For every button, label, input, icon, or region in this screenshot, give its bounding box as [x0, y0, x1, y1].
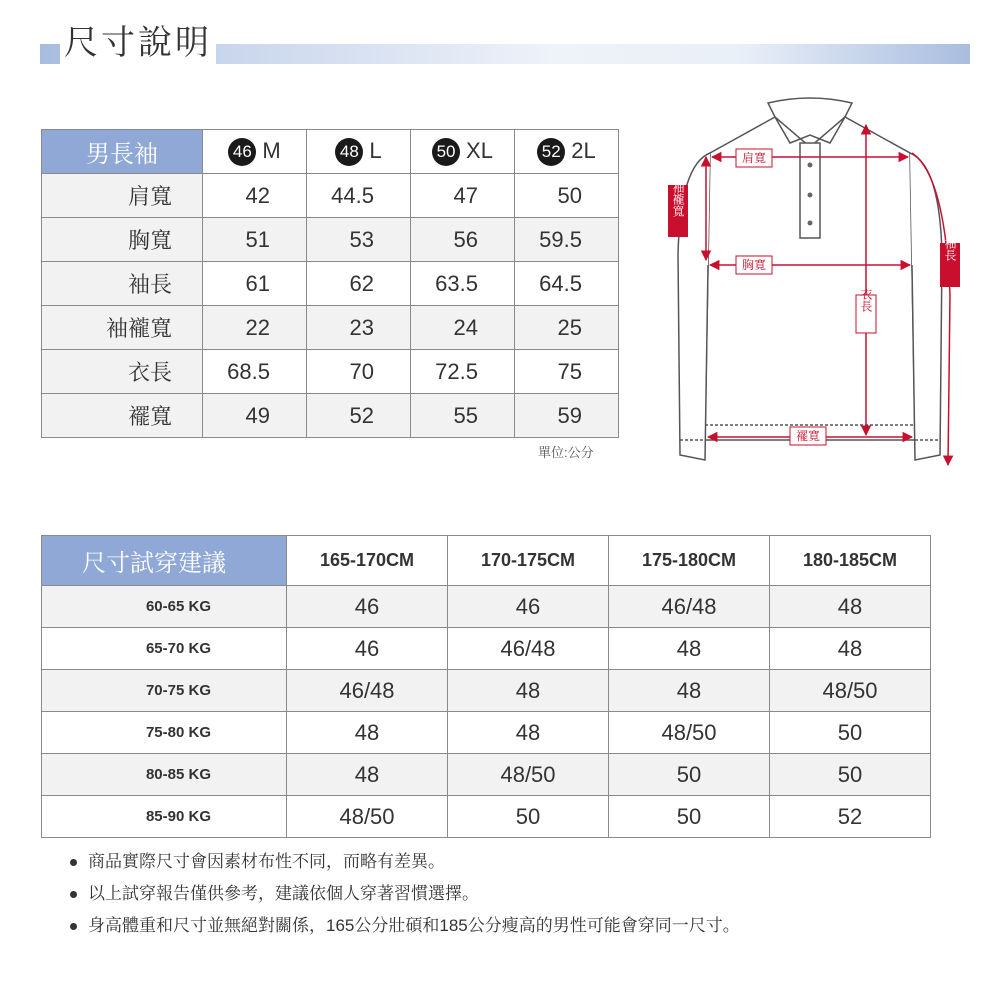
svg-text:胸寬: 胸寬 — [741, 258, 767, 272]
cell: 48 — [770, 628, 931, 670]
label-armhole — [668, 180, 688, 237]
cell: 52 — [770, 796, 931, 838]
cell: 64.5 — [515, 262, 619, 306]
cell: 59 — [515, 394, 619, 438]
notes-list — [70, 850, 740, 946]
height-col: 170-175CM — [448, 536, 609, 586]
cell: 42 — [203, 174, 307, 218]
cell: 50 — [770, 754, 931, 796]
cell: 68.5 — [203, 350, 307, 394]
cell: 50 — [609, 796, 770, 838]
cell: 61 — [203, 262, 307, 306]
cell: 48 — [770, 586, 931, 628]
fit-table-header — [42, 536, 931, 586]
cell: 48 — [609, 670, 770, 712]
size-table — [41, 129, 619, 438]
fit-table — [41, 535, 931, 838]
label-sleeve — [940, 236, 960, 287]
cell: 72.5 — [411, 350, 515, 394]
cell: 55 — [411, 394, 515, 438]
table-row — [42, 174, 619, 218]
note-item: 商品實際尺寸會因素材布性不同，而略有差異。 — [70, 850, 740, 874]
cell: 25 — [515, 306, 619, 350]
page-title: 尺寸說明 — [60, 20, 216, 66]
height-col: 175-180CM — [609, 536, 770, 586]
cell: 46 — [287, 628, 448, 670]
size-badge: 46 — [228, 138, 256, 166]
weight-label: 80-85 KG — [42, 754, 287, 796]
cell: 50 — [515, 174, 619, 218]
table-row — [42, 350, 619, 394]
table-row — [42, 754, 931, 796]
label-chest — [736, 256, 772, 274]
table-row — [42, 218, 619, 262]
table-row — [42, 712, 931, 754]
size-col-50 — [411, 130, 515, 174]
note-item: 身高體重和尺寸並無絕對關係，165公分壯碩和185公分瘦高的男性可能會穿同一尺寸。 — [70, 914, 740, 938]
table-row — [42, 670, 931, 712]
cell: 52 — [307, 394, 411, 438]
cell: 48/50 — [448, 754, 609, 796]
size-table-title: 男長袖 — [42, 130, 203, 174]
table-row — [42, 628, 931, 670]
cell: 50 — [770, 712, 931, 754]
row-label: 衣長 — [42, 350, 203, 394]
size-col-52 — [515, 130, 619, 174]
note-item: 以上試穿報告僅供參考，建議依個人穿著習慣選擇。 — [70, 882, 740, 906]
cell: 48/50 — [770, 670, 931, 712]
row-label: 襬寬 — [42, 394, 203, 438]
size-badge: 50 — [432, 138, 460, 166]
cell: 46/48 — [609, 586, 770, 628]
cell: 48 — [448, 712, 609, 754]
cell: 48 — [448, 670, 609, 712]
cell: 48 — [609, 628, 770, 670]
cell: 53 — [307, 218, 411, 262]
size-name: 2L — [571, 138, 596, 164]
row-label: 胸寬 — [42, 218, 203, 262]
weight-label: 65-70 KG — [42, 628, 287, 670]
cell: 48/50 — [609, 712, 770, 754]
size-col-48 — [307, 130, 411, 174]
armhole-text: 袖襱寬 — [671, 181, 685, 217]
cell: 63.5 — [411, 262, 515, 306]
height-col: 180-185CM — [770, 536, 931, 586]
cell: 49 — [203, 394, 307, 438]
table-row — [42, 394, 619, 438]
cell: 59.5 — [515, 218, 619, 262]
label-shoulder — [736, 149, 772, 167]
cell: 46 — [287, 586, 448, 628]
row-label: 袖長 — [42, 262, 203, 306]
cell: 48/50 — [287, 796, 448, 838]
cell: 62 — [307, 262, 411, 306]
table-row — [42, 262, 619, 306]
cell: 50 — [448, 796, 609, 838]
cell: 75 — [515, 350, 619, 394]
fit-table-title: 尺寸試穿建議 — [42, 536, 287, 586]
height-col: 165-170CM — [287, 536, 448, 586]
cell: 48 — [287, 712, 448, 754]
cell: 47 — [411, 174, 515, 218]
weight-label: 60-65 KG — [42, 586, 287, 628]
weight-label: 75-80 KG — [42, 712, 287, 754]
size-col-46 — [203, 130, 307, 174]
svg-text:衣長: 衣長 — [859, 288, 873, 312]
cell: 22 — [203, 306, 307, 350]
size-name: XL — [466, 138, 493, 164]
svg-text:肩寬: 肩寬 — [741, 151, 767, 165]
row-label: 袖襱寬 — [42, 306, 203, 350]
unit-note: 單位:公分 — [538, 445, 594, 460]
size-name: M — [262, 138, 281, 164]
cell: 50 — [609, 754, 770, 796]
table-row — [42, 586, 931, 628]
svg-text:襬寬: 襬寬 — [795, 429, 821, 443]
label-hem — [790, 427, 826, 445]
weight-label: 85-90 KG — [42, 796, 287, 838]
weight-label: 70-75 KG — [42, 670, 287, 712]
cell: 51 — [203, 218, 307, 262]
size-badge: 52 — [537, 138, 565, 166]
table-row — [42, 306, 619, 350]
cell: 46/48 — [287, 670, 448, 712]
cell: 46/48 — [448, 628, 609, 670]
cell: 24 — [411, 306, 515, 350]
table-row — [42, 796, 931, 838]
cell: 46 — [448, 586, 609, 628]
sleeve-text: 袖長 — [943, 237, 957, 261]
shirt-outline — [678, 98, 942, 460]
cell: 44.5 — [307, 174, 411, 218]
cell: 48 — [287, 754, 448, 796]
size-name: L — [369, 138, 382, 164]
row-label: 肩寬 — [42, 174, 203, 218]
shirt-diagram — [640, 95, 980, 475]
cell: 23 — [307, 306, 411, 350]
cell: 56 — [411, 218, 515, 262]
size-badge: 48 — [335, 138, 363, 166]
size-table-header — [42, 130, 619, 174]
cell: 70 — [307, 350, 411, 394]
